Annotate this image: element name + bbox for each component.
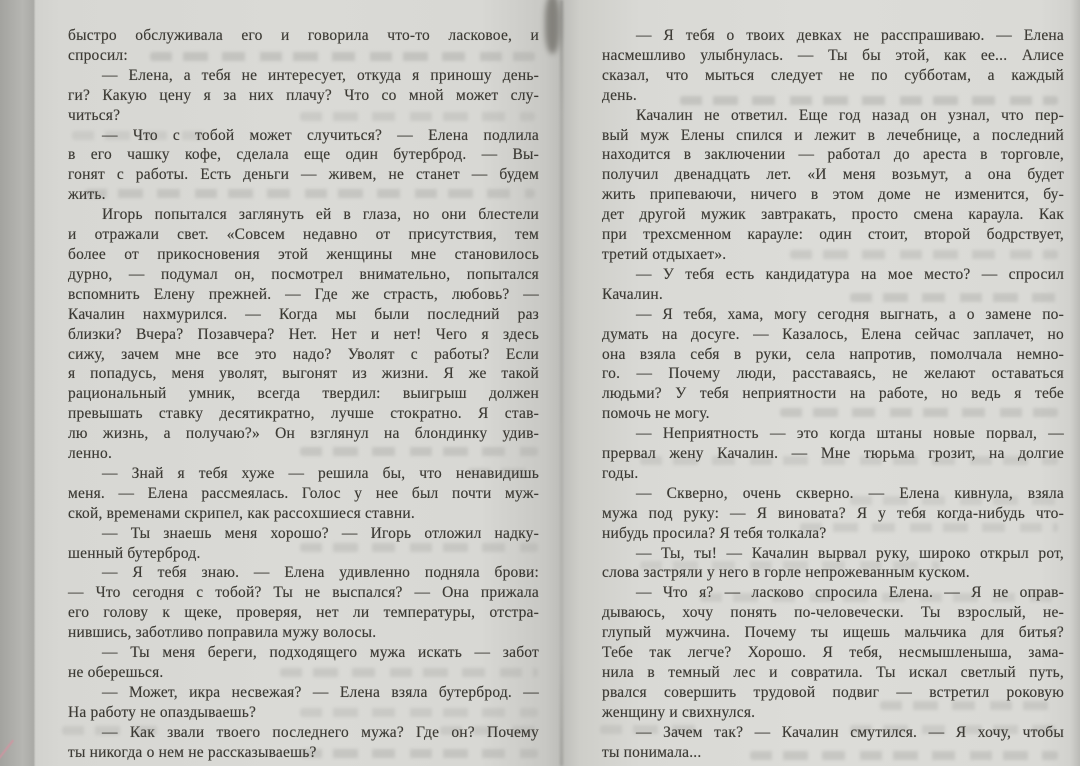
text-line: насмешливо улыбнулась. — Ты бы этой, как ее... Алисе bbox=[602, 46, 1064, 64]
page-gutter-shadow bbox=[560, 0, 563, 766]
text-line: читься? bbox=[68, 106, 121, 124]
text-line: шенный бутерброд. bbox=[68, 544, 201, 562]
right-page bbox=[602, 26, 1064, 763]
text-line: — Я тебя о твоих девках не расспрашиваю. — Елена bbox=[636, 27, 1064, 44]
paragraph bbox=[602, 265, 1064, 305]
text-line: сказал, что мыться следует не по субботам, а каждый bbox=[602, 66, 1064, 84]
text-line: более от прикосновения этой женщины мне становилось bbox=[68, 245, 539, 263]
paragraph bbox=[602, 26, 1064, 106]
text-line: нибудь просила? Я тебя толкала? bbox=[602, 524, 827, 542]
text-line: день. bbox=[602, 86, 638, 104]
text-line: слова застряли у него в горле непрожеванным куском. bbox=[602, 564, 970, 582]
text-line: — У тебя есть кандидатура на мое место? — спросил bbox=[636, 265, 1064, 283]
paragraph bbox=[602, 484, 1064, 544]
text-line: Тебе так легче? Хорошо. Я тебя, несмышленыша, зама- bbox=[602, 644, 1064, 662]
text-line: — Я тебя, хама, могу сегодня выгнать, а о замене по- bbox=[636, 305, 1064, 323]
text-line: — Скверно, очень скверно. — Елена кивнула, взяла bbox=[636, 484, 1064, 502]
text-line: дет другой мужик завтракать, просто смена караула. Как bbox=[602, 206, 1064, 224]
text-line: ги? Какую цену я за них плачу? Что со мной может слу- bbox=[68, 86, 539, 104]
text-line: жить припеваючи, ничего в этом доме не изменится, бу- bbox=[602, 186, 1064, 204]
text-line: го. — Почему люди, расставаясь, не желают оставаться bbox=[602, 365, 1064, 383]
text-line: в его чашку кофе, сделала еще один бутерброд. — Вы- bbox=[68, 146, 539, 164]
paragraph bbox=[68, 26, 539, 66]
gutter-top-shadow bbox=[545, 0, 560, 54]
text-line: — Как звали твоего последнего мужа? Где он? Почему bbox=[102, 723, 539, 741]
text-line: вспомнить Елену прежней. — Где же страсть, любовь? — bbox=[68, 285, 539, 303]
text-line: — Ты меня береги, подходящего мужа искать — забот bbox=[102, 644, 539, 662]
text-line: дурно, — подумал он, посмотрел внимательно, попытался bbox=[68, 265, 539, 283]
text-line: людьми? У тебя неприятности на работе, но ведь я тебе bbox=[602, 385, 1064, 403]
text-line: быстро обслуживала его и говорила что-то ласковое, и bbox=[68, 27, 539, 44]
paragraph bbox=[602, 424, 1064, 484]
text-line: Качалин не ответил. Еще год назад он узнал, что пер- bbox=[636, 106, 1064, 124]
text-line: — Может, икра несвежая? — Елена взяла бутерброд. — bbox=[102, 683, 539, 701]
text-line: рвался совершить трудовой подвиг — встретил роковую bbox=[602, 683, 1064, 701]
text-line: вый муж Елены спился и лежит в лечебнице, а последний bbox=[602, 126, 1064, 144]
text-line: — Ты знаешь меня хорошо? — Игорь отложил надку- bbox=[102, 524, 539, 542]
left-page bbox=[68, 26, 539, 763]
text-line: — Зачем так? — Качалин смутился. — Я хочу, чтобы bbox=[636, 723, 1064, 741]
text-line: — Знай я тебя хуже — решила бы, что ненавидишь bbox=[102, 464, 539, 482]
text-line: его голову к щеке, проверяя, нет ли температуры, отстра- bbox=[68, 604, 539, 622]
paragraph bbox=[68, 643, 539, 683]
text-line: и отражали свет. «Совсем недавно от присутствия, тем bbox=[68, 226, 539, 244]
paragraph bbox=[602, 723, 1064, 763]
text-line: Игорь попытался заглянуть ей в глаза, но они блестели bbox=[102, 206, 539, 224]
text-line: годы. bbox=[602, 464, 639, 482]
text-line: ты понимала... bbox=[602, 743, 702, 761]
paragraph bbox=[68, 524, 539, 564]
paragraph bbox=[68, 683, 539, 723]
text-line: прервал жену Качалин. — Мне тюрьма грозит, на долгие bbox=[602, 445, 1064, 463]
text-line: ты никогда о нем не рассказываешь? bbox=[68, 743, 317, 761]
text-line: глупый мужчина. Почему ты ищешь мальчика для битья? bbox=[602, 624, 1064, 642]
text-line: — Что я? — ласково спросила Елена. — Я не оправ- bbox=[636, 584, 1064, 602]
text-line: помочь не могу. bbox=[602, 405, 710, 423]
text-line: превышать ставку десятикратно, лучше стократно. Я став- bbox=[68, 405, 539, 423]
text-line: думать на досуге. — Казалось, Елена сейчас заплачет, но bbox=[602, 325, 1064, 343]
text-line: Качалин нахмурился. — Когда мы были последний раз bbox=[68, 305, 539, 323]
paragraph bbox=[68, 66, 539, 126]
text-line: лю жизнь, а получаю?» Он взглянул на блондинку удив- bbox=[68, 425, 539, 443]
text-line: третий отдыхает». bbox=[602, 245, 727, 263]
text-line: не оберешься. bbox=[68, 664, 164, 681]
paragraph bbox=[68, 126, 539, 206]
text-line: — Неприятность — это когда штаны новые порвал, — bbox=[636, 425, 1064, 443]
text-line: нила в темный лес и совратила. Ты искал светлый путь, bbox=[602, 664, 1064, 681]
text-line: — Елена, а тебя не интересует, откуда я приношу день- bbox=[102, 66, 539, 84]
paragraph bbox=[602, 544, 1064, 584]
text-line: рациональный умник, всегда твердил: выигрыш должен bbox=[68, 385, 539, 403]
text-line: мужа под руку: — Я виновата? Я у тебя когда-нибудь что- bbox=[602, 504, 1064, 522]
text-line: гонят с работы. Есть деньги — живем, не станет — будем bbox=[68, 166, 539, 184]
text-line: женщину и свихнулся. bbox=[602, 703, 756, 721]
page-edge-shadow bbox=[0, 0, 35, 766]
text-line: — Что сегодня с тобой? Ты не выспался? — Она прижала bbox=[68, 584, 539, 602]
text-line: спросил: bbox=[68, 46, 128, 64]
text-line: близки? Вчера? Позавчера? Нет. Нет и нет! Чего я здесь bbox=[68, 325, 539, 343]
text-line: получил двенадцать лет. «И меня возьмут, а она будет bbox=[602, 166, 1064, 184]
text-line: жить. bbox=[68, 186, 106, 204]
paragraph bbox=[68, 723, 539, 763]
text-line: — Что с тобой может случиться? — Елена подлила bbox=[102, 126, 539, 144]
text-line: я попадусь, меня уволят, выгонят из жизни. Я же такой bbox=[68, 365, 539, 383]
paragraph bbox=[602, 305, 1064, 424]
paragraph bbox=[68, 205, 539, 464]
text-line: ленно. bbox=[68, 445, 113, 463]
text-line: меня. — Елена рассмеялась. Голос у нее был почти муж- bbox=[68, 484, 539, 502]
text-line: находится в заключении — работал до ареста в торговле, bbox=[602, 146, 1064, 164]
text-line: нившись, заботливо поправила мужу волосы. bbox=[68, 624, 377, 642]
text-line: — Ты, ты! — Качалин вырвал руку, широко открыл рот, bbox=[636, 544, 1064, 562]
text-line: — Я тебя знаю. — Елена удивленно подняла брови: bbox=[102, 564, 539, 582]
right-edge-shadow bbox=[1070, 0, 1080, 766]
paragraph bbox=[68, 563, 539, 643]
text-line: при трехсменном карауле: один стоит, второй бодрствует, bbox=[602, 226, 1064, 244]
paragraph bbox=[602, 106, 1064, 265]
text-line: дываюсь, хочу понять по-человечески. Ты взрослый, не- bbox=[602, 604, 1064, 622]
text-line: Качалин. bbox=[602, 285, 664, 303]
text-line: На работу не опаздываешь? bbox=[68, 703, 257, 721]
paragraph bbox=[602, 583, 1064, 722]
text-line: сижу, зачем мне все это надо? Уволят с работы? Если bbox=[68, 345, 539, 363]
paragraph bbox=[68, 464, 539, 524]
text-line: ской, временами скрипел, как рассохшиеся ставни. bbox=[68, 504, 415, 522]
text-line: она взяла себя в руки, села напротив, помолчала немно- bbox=[602, 345, 1064, 363]
